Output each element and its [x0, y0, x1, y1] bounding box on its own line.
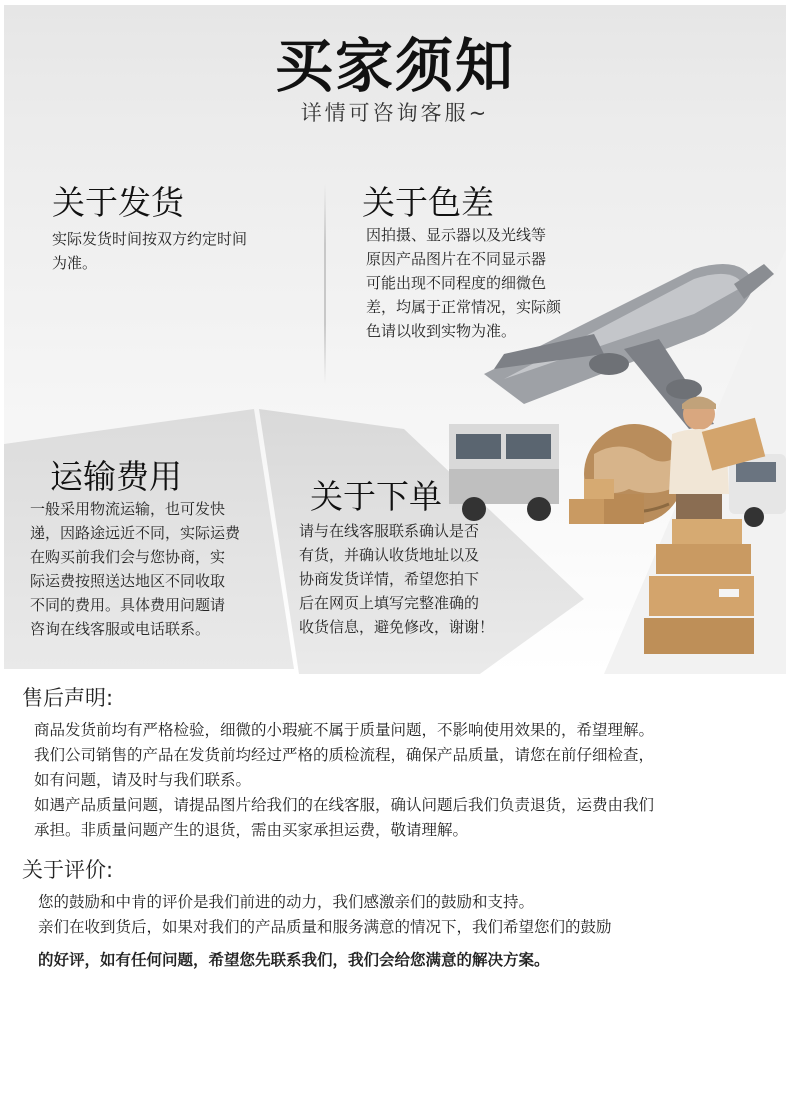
- after-sales-line: 如遇产品质量问题，请提品图片给我们的在线客服，确认问题后我们负责退货，运费由我们: [34, 796, 655, 814]
- freight-body: [30, 497, 280, 641]
- logistics-illustration: [444, 254, 786, 654]
- shipping-line: 为准。: [52, 254, 98, 272]
- header-banner: [4, 5, 786, 129]
- shipping-line: 实际发货时间按双方约定时间: [52, 230, 248, 248]
- after-sales-line: 我们公司销售的产品在发货前均经过严格的质检流程，确保产品质量，请您在前仔细检查，: [34, 746, 655, 764]
- box-stack-large: [644, 519, 754, 654]
- after-sales-title: 售后声明:: [22, 686, 114, 710]
- shipping-title: 关于发货: [52, 183, 184, 222]
- order-line: 收货信息，避免修改，谢谢！: [299, 618, 495, 636]
- page-title: 买家须知: [274, 32, 515, 100]
- order-title: 关于下单: [310, 477, 442, 516]
- after-sales-body: [22, 718, 772, 843]
- freight-line: 不同的费用。具体费用问题请: [30, 596, 226, 614]
- shipping-body: [52, 227, 312, 275]
- reviews-body: [22, 890, 772, 973]
- airplane-icon: [484, 264, 774, 429]
- color-line: 差，均属于正常情况，实际颜: [366, 298, 562, 316]
- after-sales-section: [22, 682, 772, 843]
- color-line: 因拍摄、显示器以及光线等: [366, 226, 547, 244]
- truck-icon: [449, 424, 559, 521]
- freight-line: 在购买前我们会与您协商，实: [30, 548, 226, 566]
- after-sales-line: 承担。非质量问题产生的退货，需由买家承担运费，敬请理解。: [34, 821, 469, 839]
- freight-line: 咨询在线客服或电话联系。: [30, 620, 211, 638]
- color-title: 关于色差: [362, 183, 494, 222]
- freight-title: 运输费用: [50, 457, 182, 496]
- van-icon: [729, 454, 786, 527]
- after-sales-line: 商品发货前均有严格检验，细微的小瑕疵不属于质量问题，不影响使用效果的，希望理解。: [34, 721, 655, 739]
- order-line: 请与在线客服联系确认是否: [299, 522, 480, 540]
- reviews-line: 的好评，如有任何问题，希望您先联系我们，我们会给您满意的解决方案。: [38, 951, 550, 969]
- color-line: 原因产品图片在不同显示器: [366, 250, 547, 268]
- reviews-line: 您的鼓励和中肯的评价是我们前进的动力，我们感激亲们的鼓励和支持。: [38, 893, 535, 911]
- info-panel: [4, 129, 786, 674]
- order-line: 有货，并确认收货地址以及: [299, 546, 480, 564]
- order-line: 后在网页上填写完整准确的: [299, 594, 480, 612]
- color-line: 可能出现不同程度的细微色: [366, 274, 547, 292]
- freight-line: 递，因路途远近不同，实际运费: [30, 524, 241, 542]
- page-subtitle: 详情可咨询客服~: [300, 101, 490, 125]
- column-divider: [324, 184, 326, 384]
- reviews-title: 关于评价:: [22, 858, 114, 882]
- order-line: 协商发货详情，希望您拍下: [299, 570, 480, 588]
- after-sales-line: 如有问题，请及时与我们联系。: [34, 771, 252, 789]
- freight-line: 际运费按照送达地区不同收取: [30, 572, 226, 590]
- logistics-graphic: [444, 254, 786, 654]
- reviews-section: [22, 854, 772, 973]
- color-line: 色请以收到实物为准。: [366, 322, 517, 340]
- freight-line: 一般采用物流运输，也可发快: [30, 500, 226, 518]
- reviews-line: 亲们在收到货后，如果对我们的产品质量和服务满意的情况下，我们希望您们的鼓励: [38, 918, 612, 936]
